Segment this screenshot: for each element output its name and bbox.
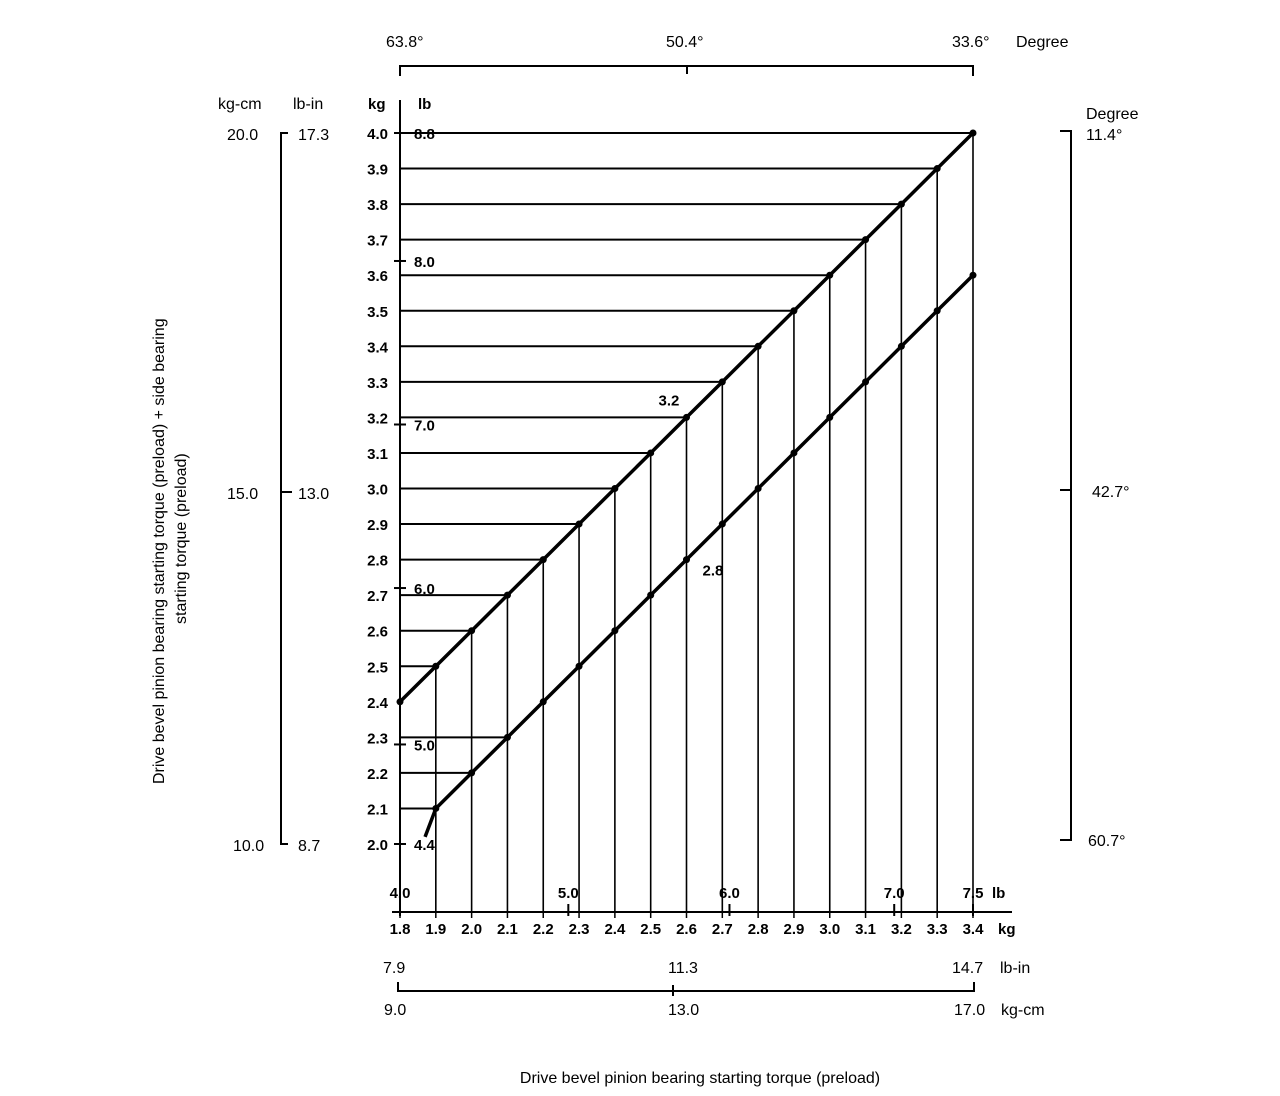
x-kgcm-left-label: 9.0: [384, 1002, 407, 1019]
x-lb-tick-label: 7.5: [962, 885, 984, 902]
x-kg-tick-label: 3.4: [962, 921, 984, 938]
x-kgcm-right-label: 17.0: [954, 1002, 986, 1019]
y-lbin-unit-label: lb-in: [293, 96, 324, 113]
top-degree-right-label: 33.6°: [952, 34, 990, 51]
x-kg-tick-label: 1.9: [425, 921, 447, 938]
y-axis-title: Drive bevel pinion bearing starting torque (preload) + side bearing starting torque (preload): [151, 318, 190, 784]
top-degree-unit-label: Degree: [1016, 34, 1069, 51]
x-lbin-right-label: 14.7: [952, 960, 984, 977]
annotation-label: 3.2: [658, 392, 680, 410]
y-kg-tick-label: 4.0: [367, 126, 388, 143]
lower-point: [862, 378, 869, 385]
right-degree-bottom-label: 60.7°: [1088, 833, 1126, 850]
lower-point: [611, 627, 618, 634]
y-kg-tick-label: 3.3: [367, 374, 388, 392]
y-kg-tick-label: 3.8: [367, 197, 388, 215]
upper-point: [970, 130, 977, 137]
y-kg-tick-label: 2.4: [367, 694, 388, 712]
upper-point: [504, 592, 511, 599]
y-kg-tick-label: 2.1: [367, 801, 388, 819]
right-degree-top-label: 11.4°: [1086, 127, 1123, 144]
lower-point: [647, 592, 654, 599]
x-kg-tick-label: 3.2: [890, 921, 912, 938]
y-lb-tick-label: 5.0: [414, 737, 435, 755]
x-kg-tick-label: 2.7: [711, 921, 733, 938]
x-kg-tick-label: 2.8: [747, 921, 769, 938]
x-kg-tick-label: 2.9: [783, 921, 805, 938]
upper-point: [468, 627, 475, 634]
upper-point: [755, 343, 762, 350]
top-degree-mid-label: 50.4°: [666, 34, 704, 51]
x-lb-tick-label: 6.0: [719, 885, 740, 902]
x-kg-tick-label: 2.3: [568, 921, 590, 938]
y-kg-tick-label: 2.5: [367, 659, 388, 677]
lower-point: [898, 343, 905, 350]
y-lb-tick-label: 7.0: [414, 417, 435, 435]
x-kg-tick-label: 2.1: [497, 921, 518, 938]
y-lb-tick-label: 6.0: [414, 581, 435, 599]
lower-point: [755, 485, 762, 492]
x-lb-tick-label: 7.0: [883, 885, 905, 902]
upper-point: [683, 414, 690, 421]
upper-point: [611, 485, 618, 492]
y-kg-tick-label: 3.5: [367, 303, 388, 321]
y-kg-tick-label: 2.6: [367, 623, 388, 641]
upper-point: [790, 307, 797, 314]
x-lbin-unit-label: lb-in: [1000, 960, 1031, 977]
y-kg-tick-label: 3.9: [367, 161, 388, 179]
y-kg-tick-label: 3.1: [367, 445, 388, 463]
y-kg-tick-label: 3.6: [367, 268, 388, 286]
y-kg-tick-label: 3.4: [367, 339, 388, 357]
y-kgcm-bottom-label: 10.0: [233, 838, 265, 855]
lower-point: [576, 663, 583, 670]
x-kg-tick-label: 2.0: [461, 921, 483, 938]
right-degree-mid-label: 42.7°: [1092, 484, 1130, 501]
y-kg-tick-label: 2.2: [367, 765, 388, 783]
y-kg-unit-label: kg: [368, 96, 386, 113]
upper-point: [898, 201, 905, 208]
y-lb-tick-label: 4.4: [414, 837, 435, 854]
x-kg-tick-label: 2.4: [604, 921, 626, 938]
lower-point: [683, 556, 690, 563]
lower-point: [970, 272, 977, 279]
lower-point: [540, 698, 547, 705]
y-kg-tick-label: 3.0: [367, 481, 388, 499]
x-kg-tick-label: 2.5: [640, 921, 662, 938]
y-kgcm-unit-label: kg-cm: [218, 96, 262, 113]
lower-point: [504, 734, 511, 741]
y-lbin-mid-label: 13.0: [298, 486, 330, 503]
x-kg-tick-label: 3.1: [855, 921, 876, 938]
x-lb-tick-label: 5.0: [557, 885, 579, 902]
y-kg-tick-label: 2.9: [367, 517, 388, 535]
lower-point: [934, 307, 941, 314]
x-lbin-left-label: 7.9: [383, 960, 406, 977]
x-axis-title: Drive bevel pinion bearing starting torque (preload): [519, 1070, 881, 1087]
x-lbin-mid-label: 11.3: [668, 960, 698, 977]
y-lb-tick-label: 8.8: [414, 126, 435, 143]
lower-point: [826, 414, 833, 421]
y-kg-tick-label: 3.7: [367, 232, 388, 250]
x-lb-unit-label: lb: [992, 885, 1006, 902]
x-kgcm-mid-label: 13.0: [668, 1002, 700, 1019]
x-kg-tick-label: 3.0: [819, 921, 841, 938]
y-kg-tick-label: 2.3: [367, 730, 388, 748]
x-kg-tick-label: 2.6: [676, 921, 697, 938]
x-lb-tick-label: 4.0: [389, 885, 411, 902]
lower-point: [432, 805, 439, 812]
y-lbin-bottom-label: 8.7: [298, 838, 321, 855]
lower-point: [468, 769, 475, 776]
annotation-label: 2.8: [702, 562, 724, 580]
y-kg-tick-label: 2.8: [367, 552, 388, 570]
y-kg-tick-labels: [367, 126, 389, 854]
upper-point: [862, 236, 869, 243]
y-kg-tick-label: 2.0: [367, 837, 388, 854]
lower-point: [719, 521, 726, 528]
y-lb-unit-label: lb: [418, 96, 432, 113]
y-kgcm-top-label: 20.0: [227, 127, 259, 144]
upper-point: [647, 449, 654, 456]
upper-point: [540, 556, 547, 563]
right-degree-unit-label: Degree: [1086, 106, 1139, 123]
upper-point: [826, 272, 833, 279]
upper-point: [576, 521, 583, 528]
upper-point: [432, 663, 439, 670]
upper-point: [719, 378, 726, 385]
x-kgcm-unit-label: kg-cm: [1001, 1002, 1045, 1019]
lower-point: [790, 449, 797, 456]
x-kg-tick-label: 2.2: [532, 921, 554, 938]
y-kg-tick-label: 2.7: [367, 588, 388, 606]
y-kg-tick-label: 3.2: [367, 410, 388, 428]
x-kg-tick-label: 1.8: [389, 921, 411, 938]
y-kgcm-mid-label: 15.0: [227, 486, 259, 503]
top-degree-left-label: 63.8°: [386, 34, 424, 51]
y-lb-tick-label: 8.0: [414, 253, 435, 271]
x-kg-unit-label: kg: [998, 921, 1016, 938]
y-lbin-top-label: 17.3: [298, 127, 330, 144]
x-kg-tick-label: 3.3: [926, 921, 948, 938]
upper-point: [934, 165, 941, 172]
